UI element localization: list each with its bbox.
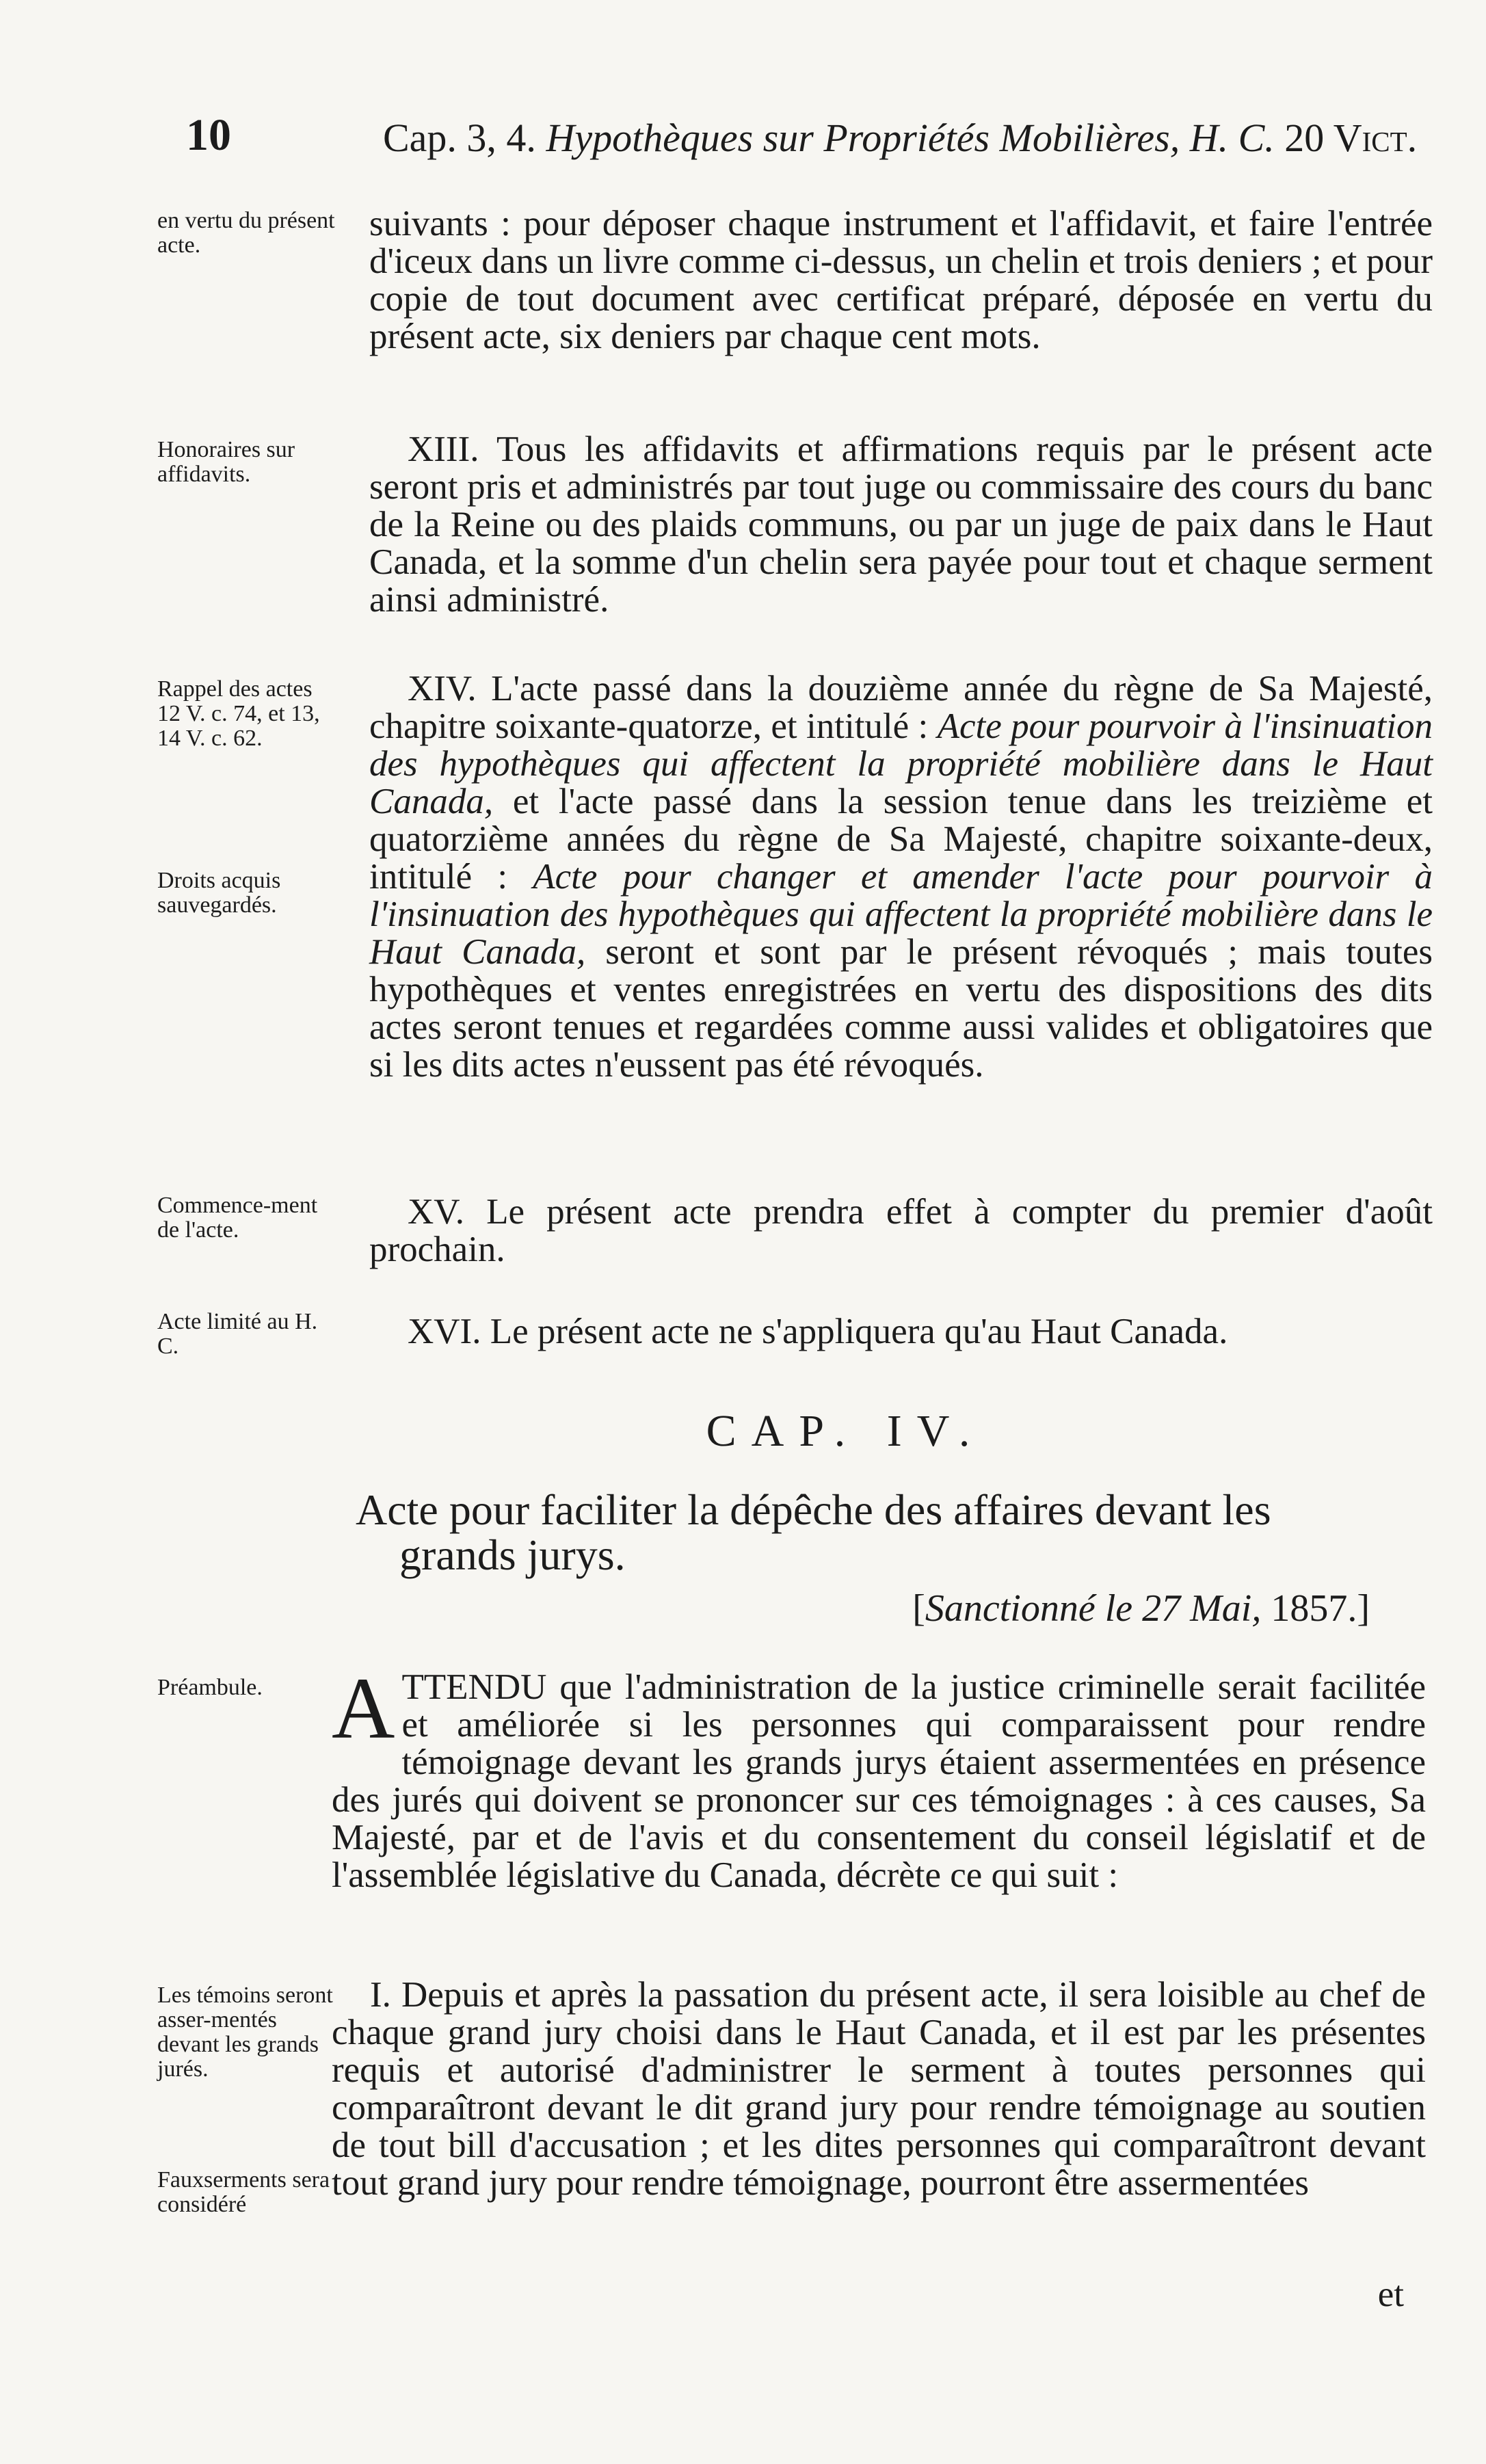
act-title-citation: Acte pour pourvoir à l'insinuation des hypothèques qui affectent la propriété mobilière dans le Haut Canada, xyxy=(369,706,1433,821)
sanction-date xyxy=(912,1587,1370,1630)
section-14-text: seront et sont par le présent révoqués ; mais toutes hypothèques et ventes enregistrées en vertu des dispositions des dits actes seront tenues et regardées comme aussi valides et obligatoires que si les dits actes n'eussent pas été révoqués. xyxy=(369,932,1433,1085)
sanction-bracket: [ xyxy=(912,1587,925,1630)
margin-note: Fauxserments sera considéré xyxy=(157,2167,330,2217)
margin-note: en vertu du présent acte. xyxy=(157,208,335,258)
section-15: XV. Le présent acte prendra effet à compter du premier d'août prochain. xyxy=(369,1192,1433,1269)
running-head xyxy=(383,115,1450,161)
chapter-heading: CAP. IV. xyxy=(706,1406,985,1456)
act-title-line: grands jurys. xyxy=(399,1531,626,1579)
margin-note: Commence-ment de l'acte. xyxy=(157,1193,318,1243)
margin-note: Rappel des actes 12 V. c. 74, et 13, 14 V. c. 62. xyxy=(157,676,320,751)
preamble xyxy=(332,1660,1426,1895)
regnal-year: 20 Vict. xyxy=(1284,116,1418,160)
running-title: Hypothèques sur Propriétés Mobilières, H. C. xyxy=(546,116,1275,160)
margin-note: Préambule. xyxy=(157,1675,263,1700)
section-13: XIII. Tous les affidavits et affirmations requis par le présent acte seront pris et administrés par tout juge ou commissaire des cours du banc de la Reine ou des plaids communs, ou par un juge de paix dans le Haut Canada, et la somme d'un chelin sera payée pour tout et chaque serment ainsi administré. xyxy=(369,429,1433,620)
section-14-text: XIV. L'acte passé dans la douzième année du règne de Sa Majesté, chapitre soixante-quatorze, et intitulé : xyxy=(369,669,1433,746)
drop-cap: A xyxy=(332,1660,395,1757)
section-16: XVI. Le présent acte ne s'appliquera qu'au Haut Canada. xyxy=(408,1312,1228,1351)
act-title-line: Acte pour faciliter la dépêche des affaires devant les xyxy=(356,1485,1271,1534)
catchword: et xyxy=(1377,2275,1404,2314)
margin-note: Honoraires sur affidavits. xyxy=(157,437,295,487)
act-title-citation: Acte pour changer et amender l'acte pour pourvoir à l'insinuation des hypothèques qui affectent la propriété mobilière dans le Haut Canada, xyxy=(369,857,1433,972)
margin-note: Droits acquis sauvegardés. xyxy=(157,868,281,918)
margin-note: Les témoins seront asser-mentés devant les grands jurés. xyxy=(157,1983,333,2082)
paragraph-continuation: suivants : pour déposer chaque instrument et l'affidavit, et faire l'entrée d'iceux dans un livre comme ci-dessus, un chelin et trois deniers ; et pour copie de tout document avec certificat préparé, déposée en vertu du présent acte, six deniers par chaque cent mots. xyxy=(369,204,1433,356)
sanction-year: 1857.] xyxy=(1261,1587,1370,1630)
sanction-text: Sanctionné le 27 Mai, xyxy=(925,1587,1262,1630)
section-1: I. Depuis et après la passation du présent acte, il sera loisible au chef de chaque grand jury choisi dans le Haut Canada, et il est par les présentes requis et autorisé d'administrer le serment à toutes personnes qui comparaîtront devant le dit grand jury pour rendre témoignage au soutien de tout bill d'accusation ; et les dites personnes qui comparaîtront devant tout grand jury pour rendre témoignage, pourront être assermentées xyxy=(332,1975,1426,2203)
preamble-opening: TTENDU xyxy=(401,1667,547,1707)
page-number: 10 xyxy=(186,110,231,160)
act-title xyxy=(356,1487,1436,1578)
margin-note: Acte limité au H. C. xyxy=(157,1309,318,1359)
preamble-text: que l'administration de la justice criminelle serait facilitée et améliorée si les personnes qui comparaissent pour rendre témoignage devant les grands jurys étaient assermentées en présence des jurés qui doivent se prononcer sur ces témoignages : à ces causes, Sa Majesté, par et de l'avis et du consentement du conseil législatif et de l'assemblée législative du Canada, décrète ce qui suit : xyxy=(332,1667,1426,1895)
section-14 xyxy=(369,670,1433,1084)
section-14-text: et l'acte passé dans la session tenue dans les treizième et quatorzième années du règne de Sa Majesté, chapitre soixante-deux, intitulé : xyxy=(369,782,1433,897)
chapter-reference: Cap. 3, 4. xyxy=(383,116,536,160)
